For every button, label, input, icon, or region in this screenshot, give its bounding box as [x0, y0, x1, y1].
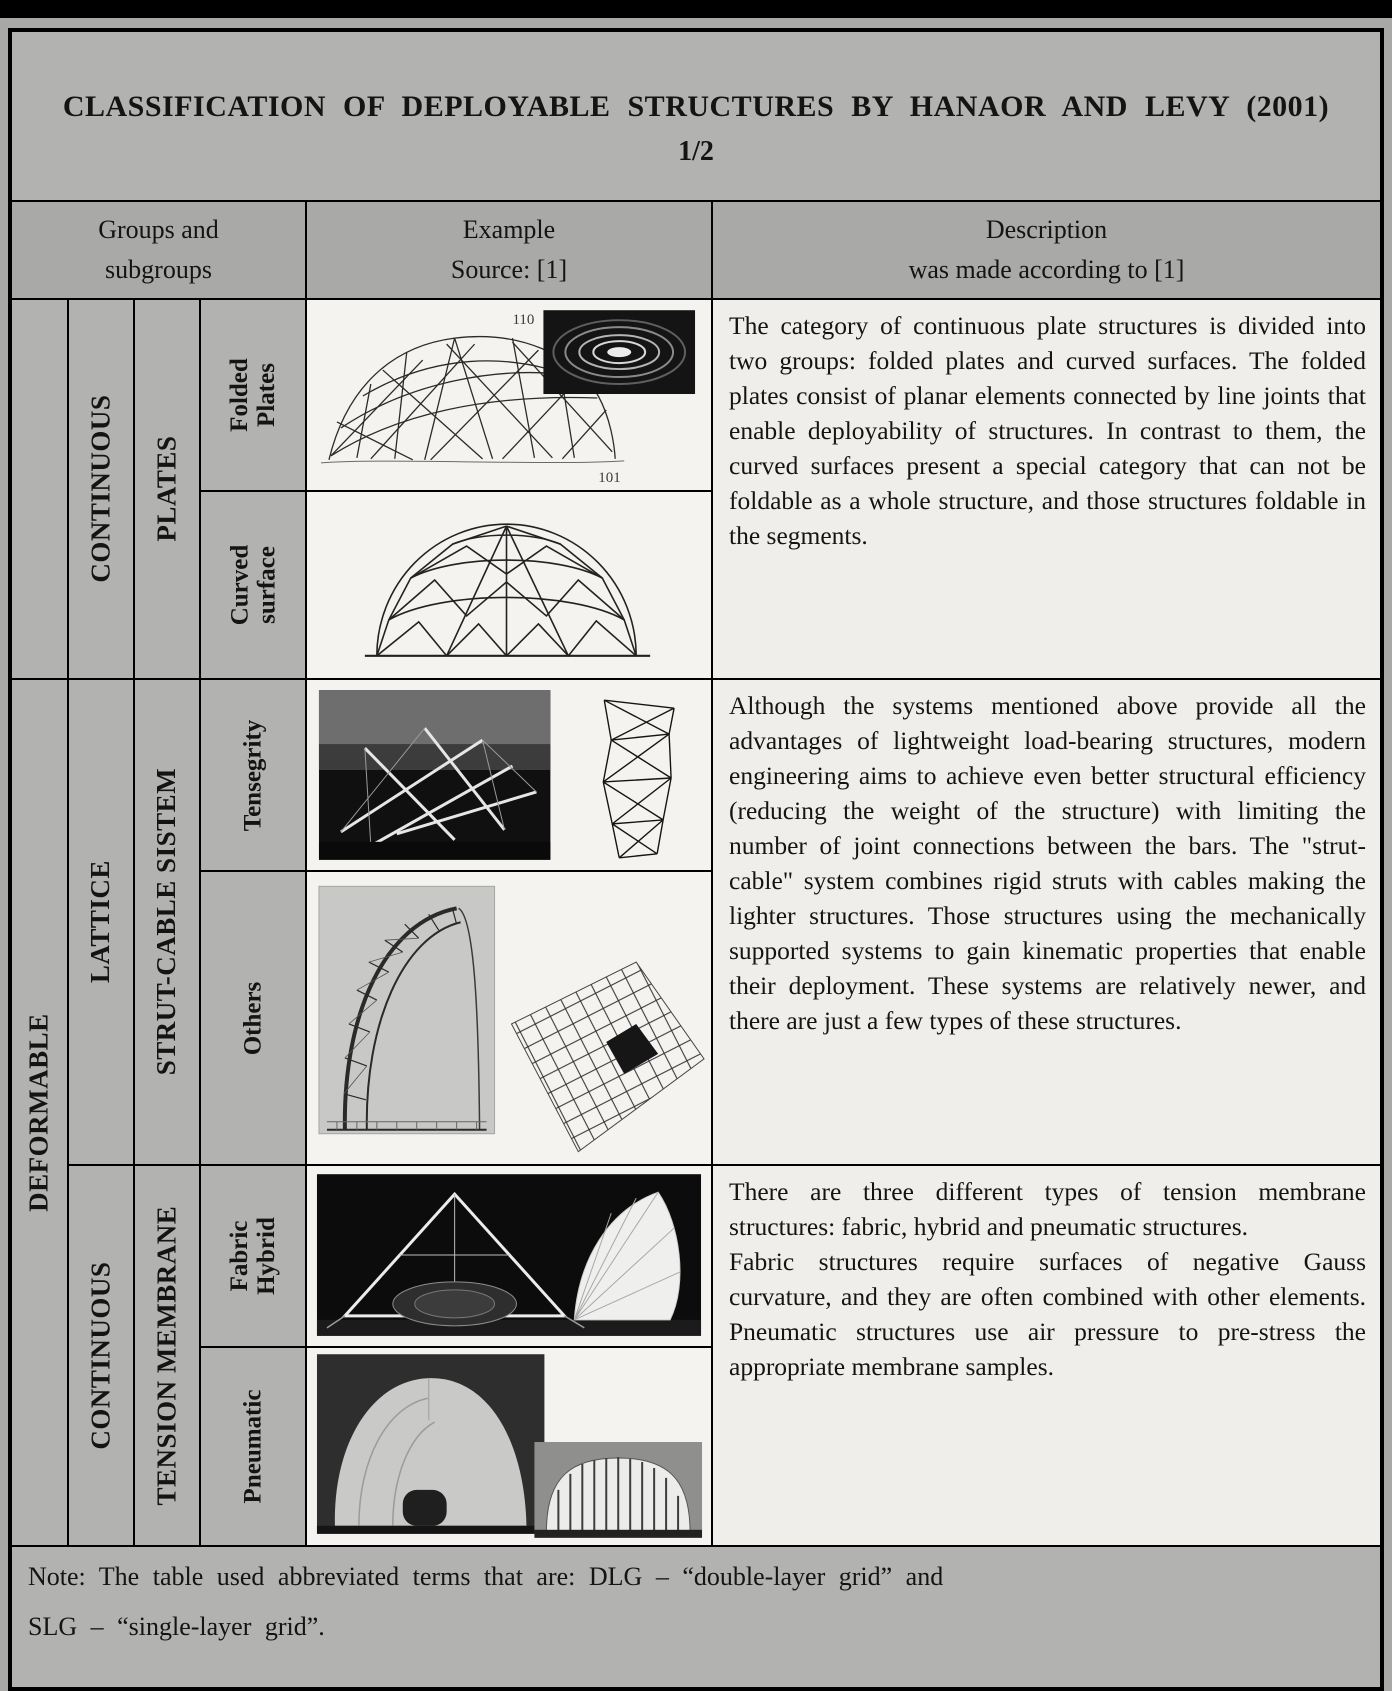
tensegrity-figure	[307, 680, 711, 870]
subgroup-label-folded-plates	[201, 300, 305, 490]
group-label-lattice	[69, 680, 133, 1164]
example-cell-tensegrity	[307, 680, 711, 870]
header-description-line1: Description	[985, 215, 1108, 244]
empty-group-cell	[12, 300, 67, 678]
group-label-plates	[135, 300, 199, 678]
column-header-description	[713, 202, 1380, 298]
description-tension-membrane-p1: There are three different types of tension membrane structures: fabric, hybrid and pneumatic structures.	[729, 1177, 1366, 1241]
classification-table	[8, 28, 1384, 1691]
subgroup-label-others	[201, 872, 305, 1164]
figure-number-110: 110	[512, 312, 535, 329]
header-groups-line1: Groups and	[98, 215, 219, 244]
example-cell-fabric-hybrid	[307, 1166, 711, 1346]
group-label-tension-membrane-text: TENSION MEMBRANE	[151, 1205, 182, 1506]
description-plates-text: The category of continuous plate structures is divided into two groups: folded plates and curved surfaces. The folded plates consist of planar elements connected by line joints that enable deployability of structures. In contrast to them, the curved surfaces present a special category that can not be foldable as a whole structure, and those structures foldable in the segments.	[729, 311, 1366, 550]
scissor-grid-drawing	[511, 962, 704, 1152]
header-example-line2: Source: [1]	[450, 255, 568, 284]
group-label-plates-text: PLATES	[151, 435, 182, 543]
subgroup-label-curved-surface-text: Curved surface	[226, 544, 280, 626]
header-example-line1: Example	[462, 215, 556, 244]
table-title-row	[12, 32, 1380, 200]
group-label-strut-cable	[135, 680, 199, 1164]
example-cell-others	[307, 872, 711, 1164]
group-label-deformable-text: DEFORMABLE	[23, 1013, 54, 1212]
subgroup-label-pneumatic	[201, 1348, 305, 1545]
pneumatic-figure	[307, 1348, 711, 1545]
subgroup-label-folded-plates-text: Folded Plates	[226, 358, 280, 432]
example-cell-pneumatic	[307, 1348, 711, 1545]
subgroup-label-others-text: Others	[239, 981, 267, 1055]
example-cell-folded-plates	[307, 300, 711, 490]
group-label-continuous-1	[69, 300, 133, 678]
note-line1: Note: The table used abbreviated terms that are: DLG – “double-layer grid” and	[28, 1562, 944, 1591]
description-tension-membrane-p2: Fabric structures require surfaces of negative Gauss curvature, and they are often combined with other elements. Pneumatic structures use air pressure to pre-stress the appropriate membrane samples.	[729, 1247, 1366, 1381]
description-tension-membrane-text	[713, 1166, 1380, 1392]
group-label-deformable	[12, 680, 67, 1545]
subgroup-label-tensegrity-text: Tensegrity	[239, 719, 267, 831]
column-header-example	[307, 202, 711, 298]
figure-number-101: 101	[598, 469, 621, 486]
description-strut-cable-text: Although the systems mentioned above provide all the advantages of lightweight load-bearing structures, modern engineering aims to achieve even better structural efficiency (reducing the weight of the structure) with limiting the number of joint connections between the bars. The "strut-cable" system combines rigid struts with cables making the lighter structures. Those structures using the mechanically supported systems to gain kinematic properties that enable their deployment. These systems are relatively newer, and there are just a few types of these structures.	[729, 691, 1366, 1035]
subgroup-label-tensegrity	[201, 680, 305, 870]
description-cell-plates	[713, 300, 1380, 678]
group-label-continuous-2	[69, 1166, 133, 1545]
note-line2: SLG – “single-layer grid”.	[28, 1612, 325, 1641]
table-title: CLASSIFICATION OF DEPLOYABLE STRUCTURES BY HANAOR AND LEVY (2001)	[62, 90, 1330, 123]
column-header-groups	[12, 202, 305, 298]
subgroup-label-fabric-hybrid	[201, 1166, 305, 1346]
curved-surface-figure	[307, 492, 711, 678]
header-groups-line2: subgroups	[105, 255, 212, 284]
group-label-continuous-1-text: CONTINUOUS	[85, 394, 116, 584]
subgroup-label-fabric-hybrid-text: Fabric Hybrid	[225, 1217, 280, 1295]
example-cell-curved-surface	[307, 492, 711, 678]
scan-top-black-bar	[0, 0, 1392, 18]
subgroup-label-pneumatic-text: Pneumatic	[239, 1389, 267, 1504]
group-label-lattice-text: LATTICE	[85, 860, 116, 984]
table-note-row	[12, 1547, 1380, 1687]
group-label-tension-membrane	[135, 1166, 199, 1545]
description-cell-strut-cable	[713, 680, 1380, 1164]
header-description-line2: was made according to [1]	[908, 255, 1185, 284]
table-title-page-number: 1/2	[678, 136, 714, 167]
others-figure	[307, 872, 711, 1164]
group-label-continuous-2-text: CONTINUOUS	[85, 1261, 116, 1450]
group-label-strut-cable-text: STRUT-CABLE SISTEM	[151, 768, 182, 1076]
description-cell-tension-membrane	[713, 1166, 1380, 1545]
subgroup-label-curved-surface	[201, 492, 305, 678]
tensegrity-mast-drawing	[603, 700, 674, 858]
folded-plates-figure	[307, 300, 711, 490]
fabric-hybrid-figure	[307, 1166, 711, 1346]
